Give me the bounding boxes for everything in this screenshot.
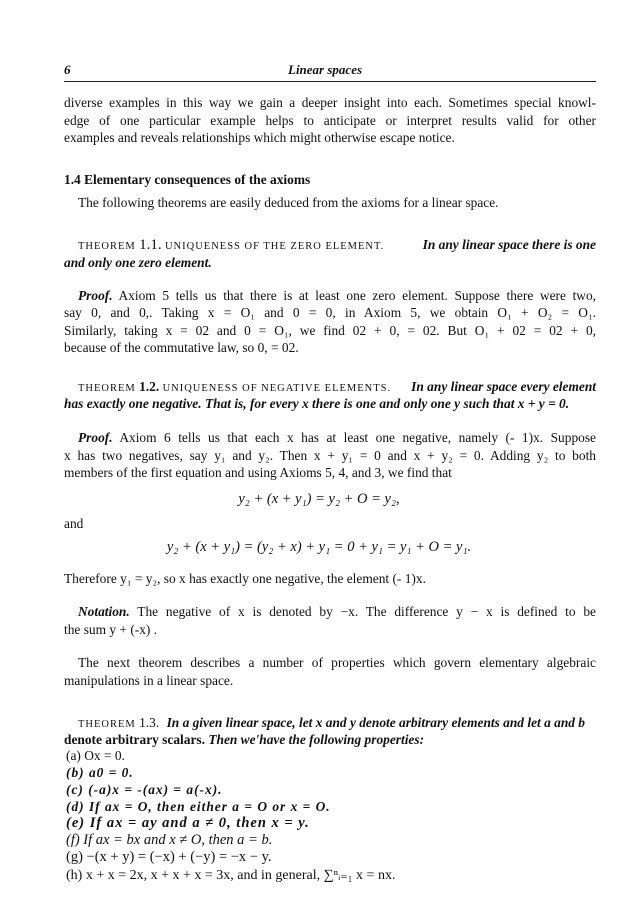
theorem-name: UNIQUENESS OF THE ZERO ELEMENT. [164,241,385,252]
proof-1-2-conclusion: Therefore y₁ = y₂, so x has exactly one negative, the element (- 1)x. [64,571,426,586]
property-g: (g) −(x + y) = (−x) + (−y) = −x − y. [66,849,272,865]
proof-text: Axiom 6 tells us that each x has at least one negative, namely (- 1)x. Suppose [119,430,596,445]
notation-label: Notation. [78,604,130,619]
header-rule [64,81,596,82]
section-lead: The following theorems are easily deduced from the axioms for a linear space. [78,195,499,210]
intro-line-1: diverse examples in this way we gain a deeper insight into each. Sometimes special knowl- [64,95,596,110]
property-a: (a) Ox = 0. [66,748,125,763]
notation-text: The negative of x is denoted by −x. The difference y − x is defined to be [137,604,596,619]
theorem-number: 1.2. [139,379,160,394]
section-title: 1.4 Elementary consequences of the axioms [64,172,311,187]
property-h: (h) x + x = 2x, x + x + x = 3x, and in general, ∑ⁿᵢ₌₁ x = nx. [66,868,396,883]
notation-line-2: the sum y + (-x) . [64,622,158,637]
property-b: (b) a0 = 0. [66,765,134,780]
theorem-name: UNIQUENESS OF NEGATIVE ELEMENTS. [162,383,392,394]
theorem-label: THEOREM [78,241,136,252]
equation-1: y₂ + (x + y₁) = y₂ + O = y₂, [238,491,400,507]
theorem-label: THEOREM [78,719,136,730]
property-e: (e) If ax = ay and a ≠ 0, then x = y. [66,815,310,831]
proof-label: Proof. [78,288,113,303]
theorem-statement-tail: Then we'have the following properties: [208,732,425,747]
equation-2: y₂ + (x + y₁) = (y₂ + x) + y₁ = 0 + y₁ = y₁ + O = y₁. [166,539,472,555]
proof-text: Axiom 5 tells us that there is at least one zero element. Suppose there were two, [118,288,597,303]
theorem-1-3-line-2 [64,731,596,748]
theorem-1-1-line-2: and only one zero element. [64,255,212,270]
theorem-1-1-line-1 [78,236,596,255]
theorem-statement: In a given linear space, let x and y denote arbitrary elements and let a and b [166,715,586,730]
property-d: (d) If ax = O, then either a = O or x = O. [66,799,331,814]
proof-1-1-line-3: Similarly, taking x = 02 and 0 = O₁, we find 02 + 0, = 02. But O₁ + 02 = 02 + 0, [64,323,596,338]
proof-1-1-line-1 [78,287,596,304]
page-number: 6 [64,62,71,77]
property-c: (c) (-a)x = -(ax) = a(-x). [66,782,223,797]
running-header [64,62,596,78]
theorem-statement: In any linear space every element [411,379,596,394]
proof-label: Proof. [78,430,113,445]
intro-line-2: edge of one particular example helps to anticipate or interpret results valid for other [64,113,596,128]
proof-1-1-line-2: say 0, and 0,. Taking x = O₁ and 0 = 0, in Axiom 5, we obtain O₁ + O₂ = O₁. [64,305,596,320]
theorem-number: 1.3. [139,715,160,730]
running-title: Linear spaces [288,62,363,77]
theorem-1-2-line-2: has exactly one negative. That is, for every x there is one and only one y such that x + y = 0. [64,396,570,411]
next-line-1: The next theorem describes a number of properties which govern elementary algebraic [78,655,596,670]
proof-1-2-line-3: members of the first equation and using Axioms 5, 4, and 3, we find that [64,465,452,480]
notation-line-1 [78,603,596,620]
theorem-statement-lead: denote arbitrary scalars. [64,732,205,747]
theorem-statement: In any linear space there is one [422,237,596,252]
proof-1-1-line-4: because of the commutative law, so 0, = 02. [64,340,299,355]
theorem-label: THEOREM [78,383,136,394]
next-line-2: manipulations in a linear space. [64,673,234,688]
proof-1-2-line-2: x has two negatives, say y₁ and y₂. Then x + y₁ = 0 and x + y₂ = 0. Adding y₂ to both [64,448,596,463]
property-f: (f) If ax = bx and x ≠ O, then a = b. [66,832,273,848]
proof-1-2-line-1 [78,429,596,446]
intro-line-3: examples and reveals relationships which might otherwise escape notice. [64,130,455,145]
theorem-number: 1.1. [139,237,162,253]
and-word: and [64,516,84,531]
